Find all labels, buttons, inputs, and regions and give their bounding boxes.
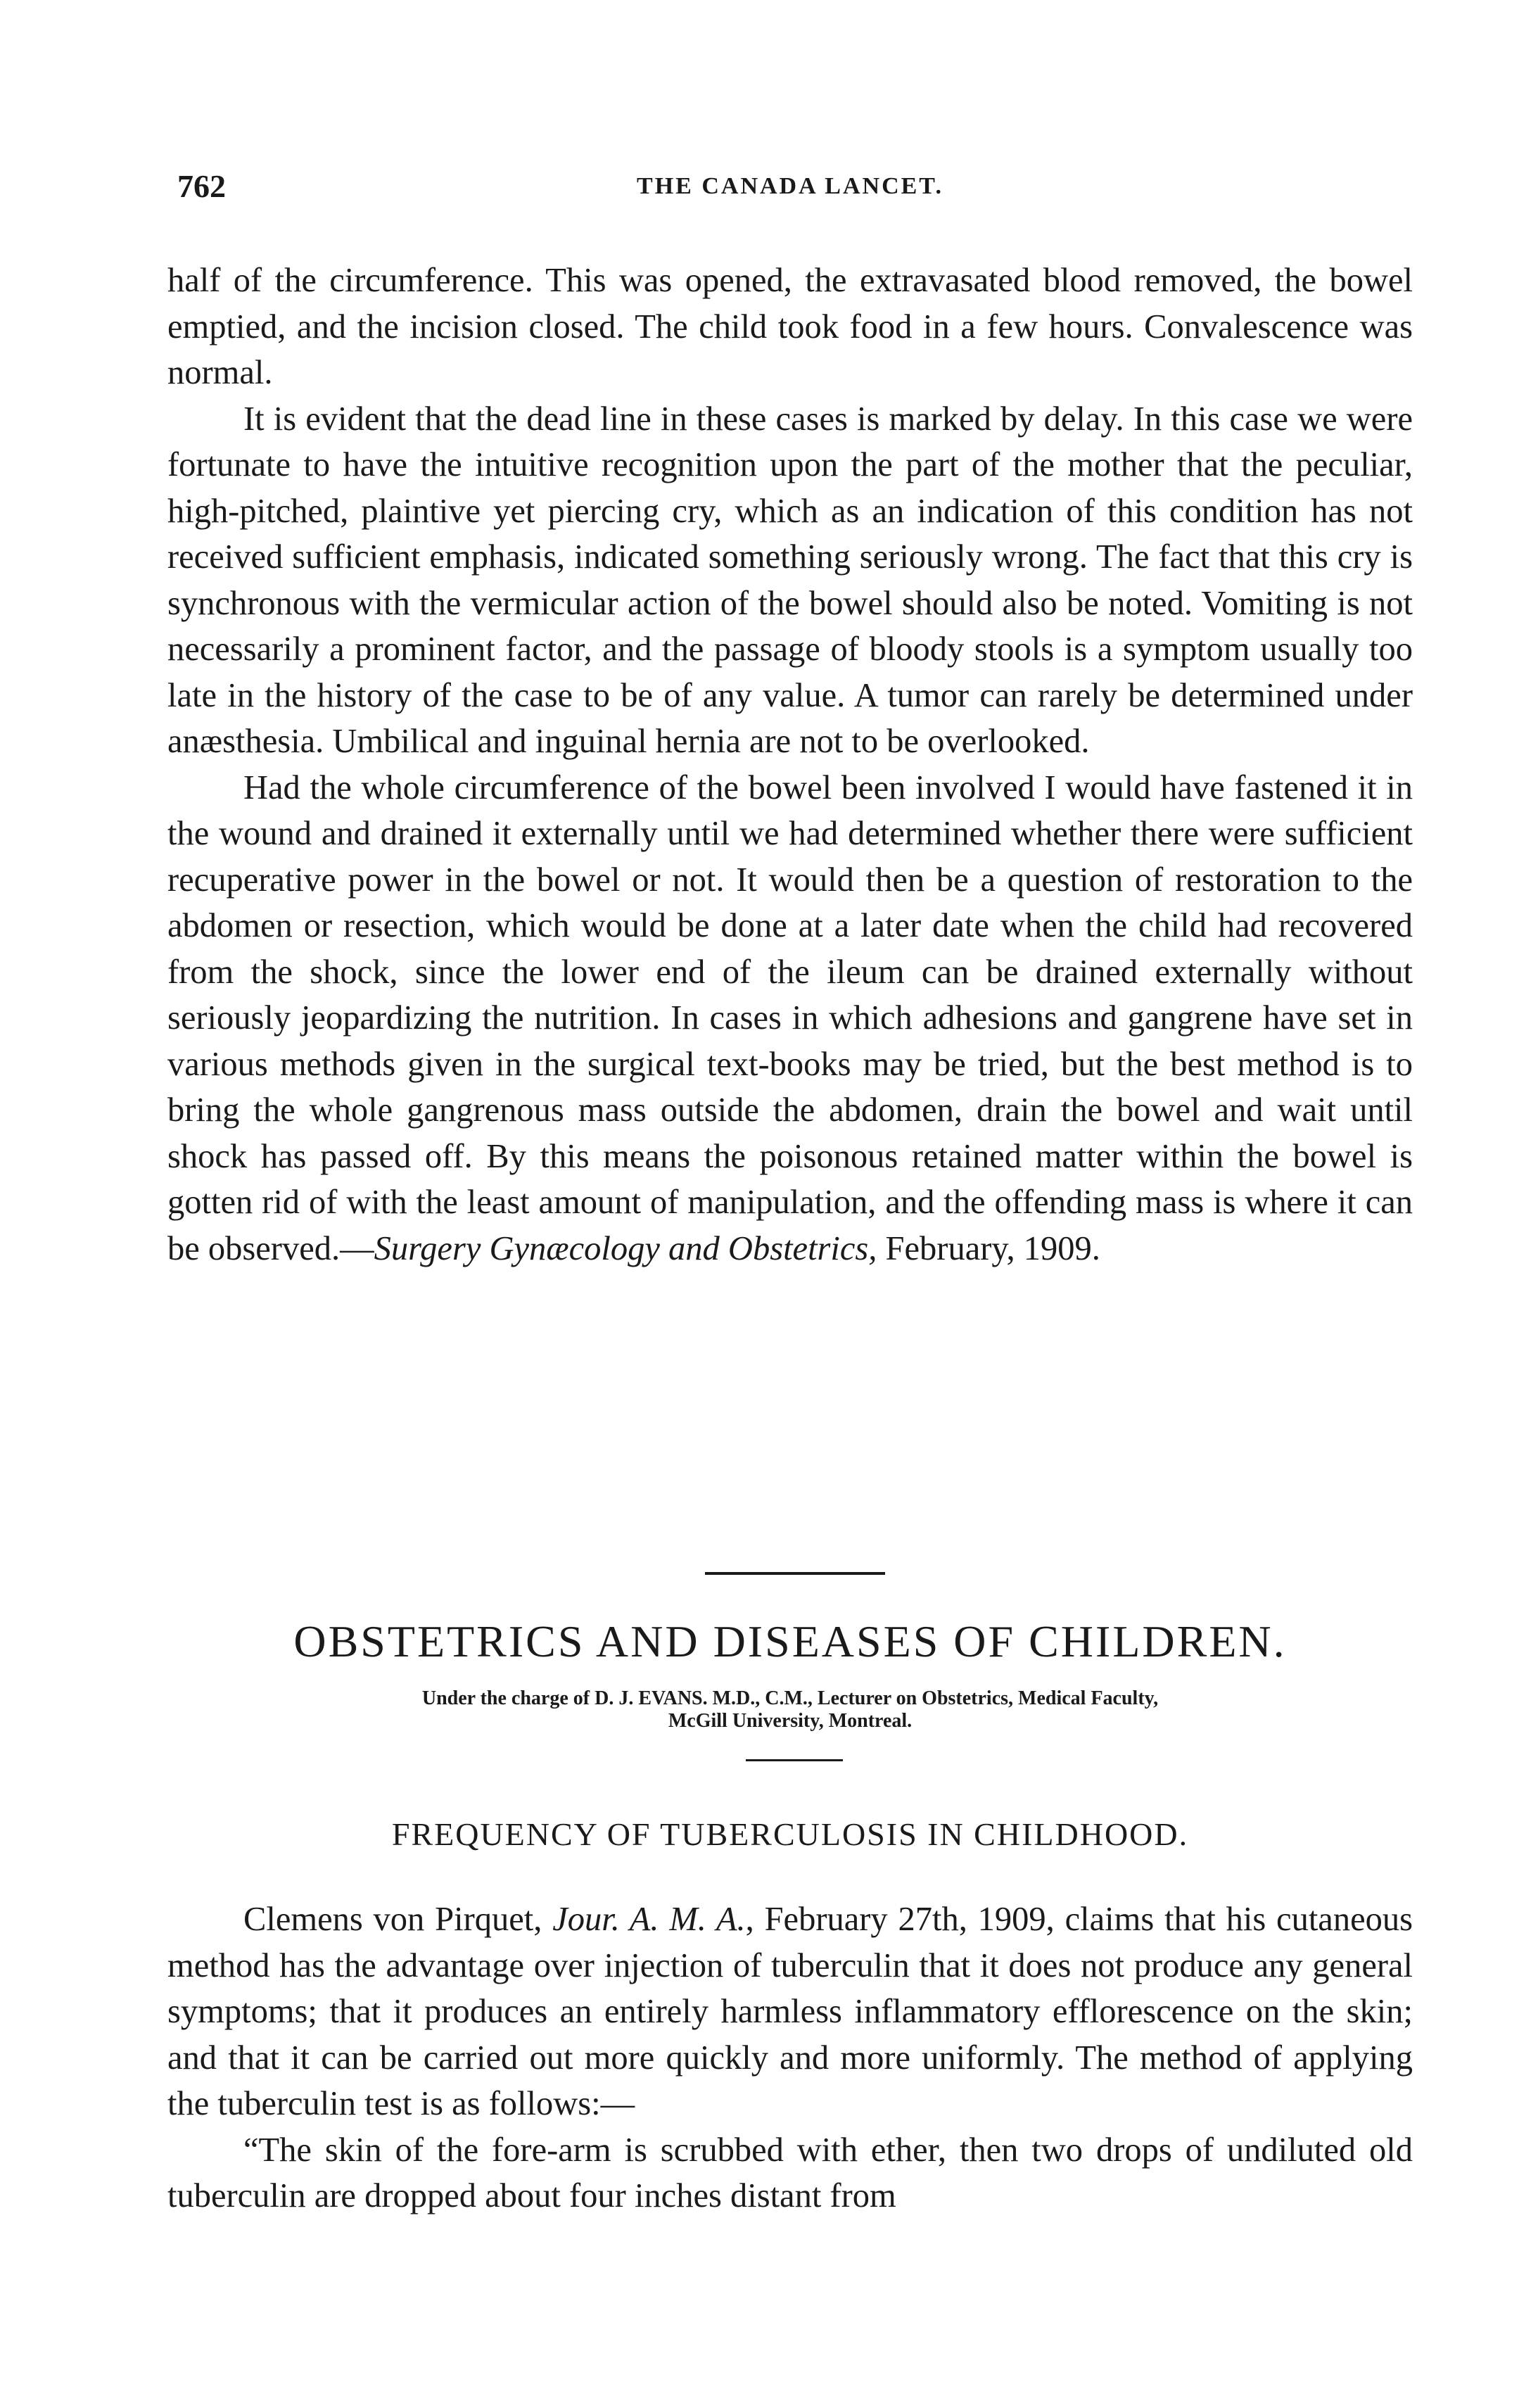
paragraph-text: Had the whole circumference of the bowel been involved I would have fastened it in the wound and drained it externally until we had determined whether there were sufficient recuperative power in the bowel or not. It would then be a question of restoration to the abdomen or resection, which would be done at a later date when the child had recovered from the shock, since the lower end of the ileum can be drained externally without seriously jeopardizing the nutrition. In cases in which adhesions and gangrene have set in various methods given in the surgical text-books may be tried, but the best method is to bring the whole gangrenous mass outside the abdomen, drain the bowel and wait until shock has passed off. By this means the poisonous retained matter within the bowel is gotten rid of with the least amount of manipulation, and the offending mass is where it can be observed.—	[167, 768, 1413, 1267]
citation-source: Surgery Gynæcology and Obstetrics,	[374, 1229, 877, 1267]
paragraph: half of the circumference. This was opened, the extravasated blood removed, the bowel emptied, and the incision closed. The child took food in a few hours. Convalescence was normal.	[167, 262, 1413, 391]
running-head	[167, 167, 1413, 210]
title-divider	[746, 1759, 843, 1761]
section-heading: OBSTETRICS AND DISEASES OF CHILDREN.	[293, 1616, 1287, 1666]
paragraph: It is evident that the dead line in these cases is marked by delay. In this case we were fortunate to have the intuitive recognition upon the part of the mother that the peculiar, high-pitched, plaintive yet piercing cry, which as an indication of this condition has not received sufficient emphasis, indicated something seriously wrong. The fact that this cry is synchronous with the vermicular action of the bowel should also be noted. Vomiting is not necessarily a prominent factor, and the passage of bloody stools is a symptom usually too late in the history of the case to be of any value. A tumor can rarely be determined under anæsthesia. Umbilical and inguinal hernia are not to be overlooked.	[167, 400, 1413, 760]
article-body	[167, 1896, 1413, 2219]
paragraph	[167, 765, 1413, 1272]
paragraph-text: , February 27th, 1909, claims that his cutaneous method has the advantage over injection of tuberculin that it does not produce any general symptoms; that it produces an entirely harmless inflammatory efflorescence on the skin; and that it can be carried out more quickly and more uniformly. The method of applying the tuberculin test is as follows:—	[167, 1901, 1413, 2122]
paragraph	[167, 1896, 1413, 2127]
journal-title: THE CANADA LANCET.	[637, 173, 943, 199]
journal-citation: Jour. A. M. A.	[552, 1901, 746, 1938]
byline-line: Under the charge of D. J. EVANS. M.D., C.M., Lecturer on Obstetrics, Medical Faculty,	[421, 1687, 1159, 1709]
article-title: FREQUENCY OF TUBERCULOSIS IN CHILDHOOD.	[391, 1816, 1189, 1852]
page-number: 762	[177, 168, 226, 204]
previous-article-ending	[167, 258, 1413, 1272]
byline-line: McGill University, Montreal.	[668, 1710, 913, 1732]
section-divider	[705, 1572, 885, 1575]
paragraph-text: Clemens von Pirquet,	[243, 1901, 553, 1938]
paragraph: “The skin of the fore-arm is scrubbed with ether, then two drops of undiluted old tuberculin are dropped about four inches distant from	[167, 2131, 1413, 2214]
citation-date: February, 1909.	[877, 1229, 1100, 1267]
section-byline	[167, 1687, 1413, 1732]
